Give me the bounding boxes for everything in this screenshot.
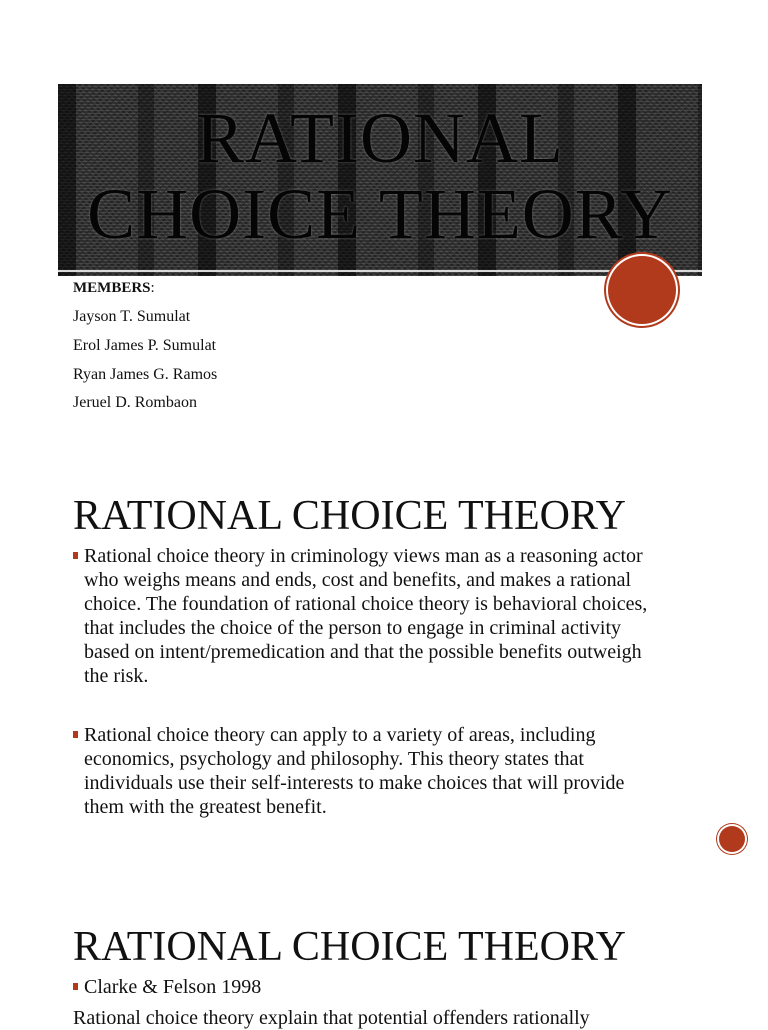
bullet-item <box>73 975 664 999</box>
members-label-colon: : <box>150 280 155 296</box>
bullet-text: Rational choice theory in criminology views man as a reasoning actor who weighs means and ends, cost and benefits, and makes a rational choice. The foundation of rational choice theory is behavioral choices, that includes the choice of the person to engage in criminal activity based on intent/premedication and that the possible benefits outweigh the risk. <box>84 545 648 687</box>
decorative-circle-small <box>719 826 745 852</box>
member-name: Jayson T. Sumulat <box>73 308 191 325</box>
slide-heading: RATIONAL CHOICE THEORY <box>73 924 626 970</box>
definition-slide <box>0 445 768 865</box>
members-heading <box>73 280 155 297</box>
bullet-text: Rational choice theory can apply to a variety of areas, including economics, psychology and philosophy. This theory states that individuals use their self-interests to make choices that will provide them with the greatest benefit. <box>84 724 625 818</box>
bullet-item <box>73 723 664 819</box>
bullet-marker <box>73 552 78 559</box>
title-slide <box>0 0 768 440</box>
bullet-item <box>73 544 664 688</box>
members-label-text: MEMBERS <box>73 280 151 296</box>
decorative-circle <box>608 256 676 324</box>
member-name: Erol James P. Sumulat <box>73 337 217 354</box>
bullet-marker <box>73 983 78 990</box>
member-name: Jeruel D. Rombaon <box>73 394 197 411</box>
title-line-2: CHOICE THEORY <box>87 174 673 254</box>
paragraph-text: Rational choice theory explain that potential offenders rationally <box>73 1007 590 1029</box>
bullet-marker <box>73 731 78 738</box>
slide-heading: RATIONAL CHOICE THEORY <box>73 493 626 539</box>
bullet-text: Clarke & Felson 1998 <box>84 976 262 998</box>
member-name: Ryan James G. Ramos <box>73 366 218 383</box>
slide-title <box>58 100 702 252</box>
title-line-1: RATIONAL <box>196 98 564 178</box>
theory-slide <box>0 880 768 1029</box>
banner-bottom-line <box>58 270 702 272</box>
